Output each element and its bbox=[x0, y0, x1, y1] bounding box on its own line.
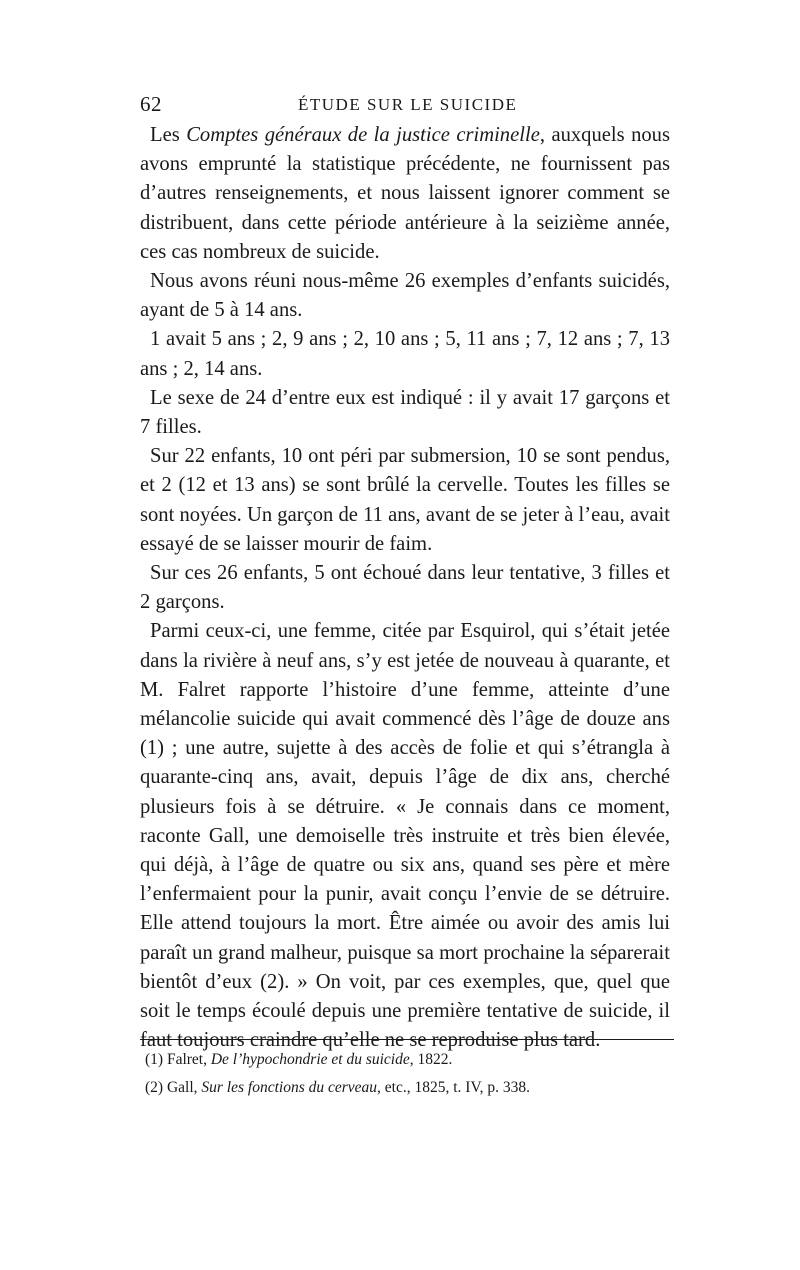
text-run: , etc., 1825, t. IV, p. 338. bbox=[377, 1079, 531, 1096]
page-header bbox=[140, 92, 672, 118]
italic-title: Sur les fonctions du cerveau bbox=[201, 1079, 378, 1096]
italic-title: De l’hypochondrie et du suicide bbox=[210, 1051, 410, 1068]
text-run: 1 avait 5 ans ; 2, 9 ans ; 2, 10 ans ; 5, 11 ans ; 7, 12 ans ; 7, 13 ans ; 2, 14 ans. bbox=[140, 328, 670, 380]
paragraph bbox=[140, 442, 670, 559]
text-run: Nous avons réuni nous-même 26 exemples d’enfants suicidés, ayant de 5 à 14 ans. bbox=[140, 270, 670, 322]
text-run: (2) Gall, bbox=[145, 1079, 202, 1096]
paragraph bbox=[140, 121, 670, 267]
paragraph bbox=[140, 384, 670, 442]
footnotes bbox=[140, 1046, 674, 1102]
text-run: Parmi ceux-ci, une femme, citée par Esquirol, qui s’était jetée dans la rivière à neuf ans, s’y est jetée de nouveau à quarante, et M. Falret rapporte l’histoire d’une femme, atteinte d’une mélancolie suicide qui avait commencé dès l’âge de douze ans (1) ; une autre, sujette à des accès de folie et qui s’étrangla à quarante-cinq ans, avait, depuis l’âge de dix ans, cherché plusieurs fois à se détruire. « Je connais dans ce moment, raconte Gall, une demoiselle très instruite et très bien élevée, qui déjà, à l’âge de quatre ou six ans, quand ses père et mère l’enfermaient pour la punir, avait conçu l’envie de se détruire. Elle attend toujours la mort. Être aimée ou avoir des amis lui paraît un grand malheur, puisque sa mort prochaine la séparerait bientôt d’eux (2). » On voit, par ces exemples, que, quel que soit le temps écoulé depuis une première tentative de suicide, il faut toujours craindre qu’elle ne se reproduise plus tard. bbox=[140, 620, 670, 1052]
text-run: Sur ces 26 enfants, 5 ont échoué dans leur tentative, 3 filles et 2 garçons. bbox=[140, 562, 670, 614]
text-run: , 1822. bbox=[409, 1051, 453, 1068]
italic-title: Comptes généraux de la justice criminelle bbox=[186, 124, 540, 146]
body-text bbox=[140, 121, 670, 1056]
footnote-rule bbox=[140, 1039, 674, 1040]
paragraph bbox=[140, 559, 670, 617]
page-number: 62 bbox=[140, 92, 162, 116]
paragraph bbox=[140, 617, 670, 1055]
text-run: Les bbox=[150, 124, 187, 146]
running-head: ÉTUDE SUR LE SUICIDE bbox=[298, 95, 518, 114]
paragraph bbox=[140, 325, 670, 383]
footnote bbox=[140, 1046, 674, 1074]
text-run: Le sexe de 24 d’entre eux est indiqué : il y avait 17 garçons et 7 filles. bbox=[140, 386, 670, 439]
text-run: (1) Falret, bbox=[145, 1051, 211, 1068]
text-run: , auxquels nous avons emprunté la statistique précédente, ne fournissent pas d’autres renseignements, et nous laissent ignorer comment se distribuent, dans cette période antérieure à la seizième année, ces cas nombreux de suicide. bbox=[140, 124, 670, 263]
footnote bbox=[140, 1074, 674, 1102]
paragraph bbox=[140, 267, 670, 325]
text-run: Sur 22 enfants, 10 ont péri par submersion, 10 se sont pendus, et 2 (12 et 13 ans) se sont brûlé la cervelle. Toutes les filles se sont noyées. Un garçon de 11 ans, avant de se jeter à l’eau, avait essayé de se laisser mourir de faim. bbox=[140, 445, 670, 555]
